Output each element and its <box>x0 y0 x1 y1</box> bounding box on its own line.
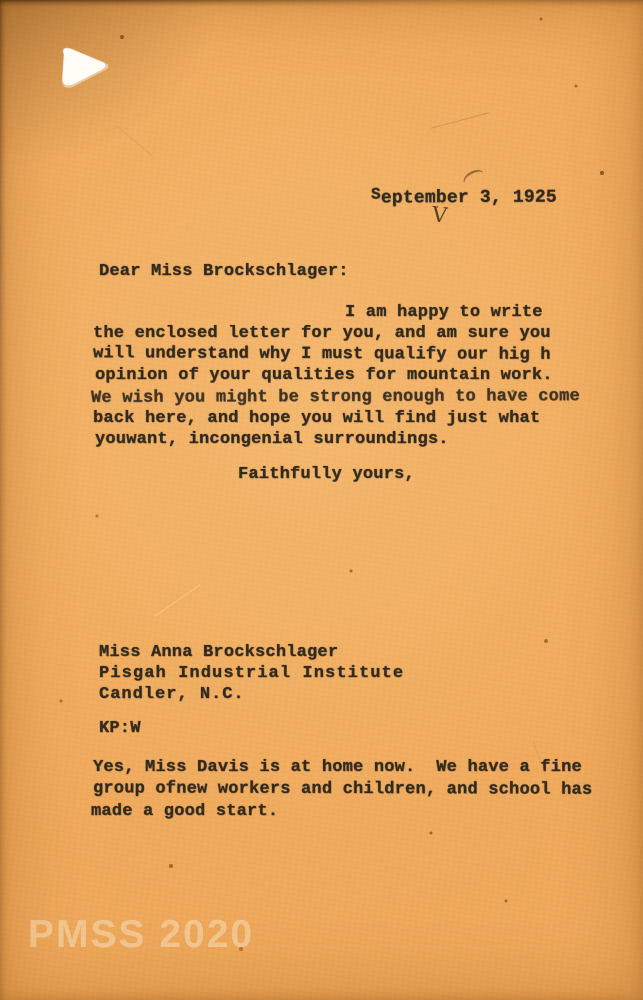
body-line: We wish you might be strong enough to have come <box>90 387 580 408</box>
date-initial: S <box>370 185 381 204</box>
postscript-line: made a good start. <box>91 802 279 821</box>
body-line: will understand why I must qualify our hig h <box>92 344 551 365</box>
body-line: I am happy to write <box>345 303 543 322</box>
salutation: Dear Miss Brockschlager: <box>99 262 349 281</box>
pen-mark-tick: V <box>430 202 449 228</box>
postscript-line: group ofnew workers and children, and school has <box>92 779 593 800</box>
date-line <box>370 185 557 209</box>
pen-mark-curve: ( <box>458 163 488 185</box>
closing: Faithfully yours, <box>238 465 415 484</box>
paper-fiber <box>155 584 201 616</box>
body-line: opinion of your qualities for mountain work. <box>95 366 553 385</box>
body-line: the enclosed letter for you, and am sure you <box>93 324 551 343</box>
body-line: back here, and hope you will find just what <box>93 409 541 428</box>
paper-tear-chip <box>57 44 111 95</box>
typist-initials: KP:W <box>99 719 141 738</box>
archive-watermark: PMSS 2020 <box>28 913 255 956</box>
paper-specks <box>0 0 2 2</box>
scan-edge-left <box>0 0 6 1000</box>
recipient-institution: Pisgah Industrial Institute <box>99 664 405 683</box>
body-line: youwant, incongenial surroundings. <box>95 430 449 449</box>
postscript-line: Yes, Miss Davis is at home now. We have a fine <box>93 758 582 777</box>
recipient-city: Candler, N.C. <box>99 685 245 704</box>
date-rest: eptember 3, 1925 <box>380 187 557 209</box>
recipient-name: Miss Anna Brockschlager <box>99 643 339 662</box>
paper-fiber <box>431 112 489 128</box>
scan-edge-top <box>0 0 643 7</box>
